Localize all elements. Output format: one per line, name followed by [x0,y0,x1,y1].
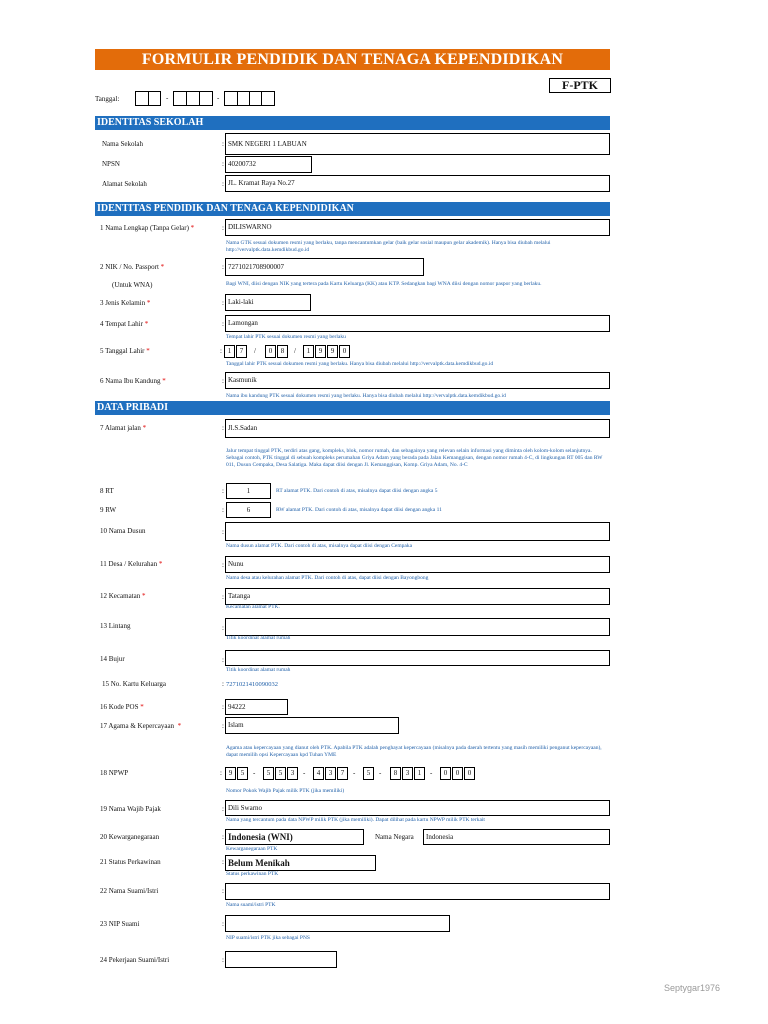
jenis-kelamin-label: 3 Jenis Kelamin * [100,299,151,307]
ibu-kandung-help: Nama ibu kandung PTK sesuai dokumen resmi yang berlaku. Hanya bisa diubah melalui http://vervalptk.data.kemdikbud.go.id [226,393,506,399]
date-digit: 0 [339,345,350,358]
agama-select[interactable]: Islam [225,717,399,734]
alamat-sekolah-field[interactable]: JL. Kramat Raya No.27 [225,175,610,192]
rw-label: 9 RW [100,506,117,514]
nama-dusun-field[interactable] [225,522,610,541]
npwp-digit: 0 [452,767,463,780]
wajib-pajak-field[interactable]: Dili Swarno [225,800,610,816]
npwp-field[interactable] [225,767,477,781]
colon: : [222,561,224,569]
npwp-digit: 5 [275,767,286,780]
date-digit: 1 [303,345,314,358]
form-code: F-PTK [549,78,611,93]
alamat-jalan-help: Jalur tempat tinggal PTK, terdiri atas gang, kompleks, blok, nomor rumah, dan sebagainya yang relevan selain informasi yang diminta oleh kolom-kolom selanjutnya. Sebagai contoh, PTK tinggal di sebuah kompleks perumahan Griya Adam yang berada pada Jalan Kemanggisan, dengan nomor rumah 4-C, di lingkungan RT 005 dan RW 011, Dusun Cempaka, Desa Salatiga. Maka dapat diisi dengan Jl. Kemanggisan, Komp. Griya Adam, No. 4-C [226,448,603,468]
npwp-digit: 4 [313,767,324,780]
nama-dusun-label: 10 Nama Dusun [100,527,146,535]
npwp-digit: 7 [337,767,348,780]
npwp-help: Nomor Pokok Wajib Pajak milik PTK (jika memiliki) [226,788,345,794]
rw-field[interactable]: 6 [226,502,271,518]
date-digit: 1 [224,345,235,358]
npwp-digit: 8 [390,767,401,780]
npwp-digit: 0 [440,767,451,780]
date-separator: / [254,347,256,355]
ibu-kandung-field[interactable]: Kasmunik [225,372,610,389]
nama-sekolah-field[interactable]: SMK NEGERI 1 LABUAN [225,133,610,155]
npwp-separator: - [253,769,256,777]
rt-field[interactable]: 1 [226,483,271,499]
colon: : [222,506,224,514]
nama-negara-label: Nama Negara [375,833,414,841]
kode-pos-field[interactable]: 94222 [225,699,288,715]
kartu-keluarga-label: 15 No. Kartu Keluarga [102,680,167,688]
rw-help: RW alamat PTK. Dari contoh di atas, misalnya dapat diisi dengan angka 11 [276,507,442,513]
kewarganegaraan-label: 20 Kewarganegaraan [100,833,160,841]
date-digit: 8 [277,345,288,358]
colon: : [222,593,224,601]
nama-suami-field[interactable] [225,883,610,900]
colon: : [222,805,224,813]
npwp-digit: 5 [263,767,274,780]
npwp-digit: 5 [363,767,374,780]
npwp-digit: 1 [414,767,425,780]
nik-label: 2 NIK / No. Passport * [100,263,165,271]
nama-negara-field[interactable]: Indonesia [423,829,610,845]
lintang-field[interactable] [225,618,610,636]
colon: : [222,920,224,928]
colon: : [222,140,224,148]
tanggal-day-field[interactable] [135,91,161,106]
required-mark: * [140,703,144,711]
required-mark: * [190,224,195,232]
colon: : [222,833,224,841]
required-mark: * [142,424,147,432]
colon: : [222,703,224,711]
colon: : [222,320,224,328]
section-identitas-sekolah: IDENTITAS SEKOLAH [95,116,610,130]
desa-help: Nama desa atau kelurahan alamat PTK. Dari contoh di atas, dapat diisi dengan Bayongbong [226,575,429,581]
colon: : [222,160,224,168]
alamat-jalan-field[interactable]: Jl.S.Sadan [225,419,610,438]
colon: : [222,487,224,495]
tanggal-year-field[interactable] [224,91,275,106]
kewarganegaraan-select[interactable]: Indonesia (WNI) [225,829,364,845]
pekerjaan-suami-label: 24 Pekerjaan Suami/Istri [100,956,170,964]
wna-label: (Untuk WNA) [112,281,153,289]
colon: : [222,299,224,307]
npwp-separator: - [379,769,382,777]
npwp-digit: 5 [237,767,248,780]
form-title: FORMULIR PENDIDIK DAN TENAGA KEPENDIDIKAN [95,49,610,70]
required-mark: * [158,560,163,568]
date-digit: 7 [236,345,247,358]
nama-lengkap-label: 1 Nama Lengkap (Tanpa Gelar) * [100,224,195,232]
desa-label: 11 Desa / Kelurahan * [100,560,163,568]
status-perkawinan-select[interactable]: Belum Menikah [225,855,376,871]
npwp-digit: 9 [225,767,236,780]
section-data-pribadi: DATA PRIBADI [95,401,610,415]
tanggal-label: Tanggal: [95,95,120,103]
desa-field[interactable]: Nunu [225,556,610,573]
required-mark: * [162,377,166,385]
colon: : [222,180,224,188]
nama-lengkap-help: Nama GTK sesuai dokumen resmi yang berlaku, tanpa mencantumkan gelar (baik gelar sosial maupun gelar akademik). Hanya bisa diubah melalui http://vervalptk.data.kemdikbud.go.id [226,240,551,253]
watermark: Septygar1976 [663,983,720,993]
alamat-jalan-label: 7 Alamat jalan * [100,424,147,432]
nik-field[interactable]: 7271021708900007 [225,258,424,276]
kode-pos-label: 16 Kode POS * [100,703,144,711]
tanggal-lahir-label: 5 Tanggal Lahir * [100,347,150,355]
nama-lengkap-field[interactable]: DILISWARNO [225,219,610,236]
tanggal-lahir-help: Tanggal lahir PTK sesuai dokumen resmi yang berlaku. Hanya bisa diubah melalui http://vervalptk.data.kemdikbud.go.id [226,361,494,367]
colon: : [222,528,224,536]
kecamatan-help: Kecamatan alamat PTK. [226,604,280,610]
required-mark: * [141,592,146,600]
tanggal-lahir-field[interactable] [224,345,354,359]
rt-help: RT alamat PTK. Dari contoh di atas, misalnya dapat diisi dengan angka 5 [276,488,438,494]
ibu-kandung-label: 6 Nama Ibu Kandung * [100,377,166,385]
bujur-field[interactable] [225,650,610,666]
jenis-kelamin-select[interactable]: Laki-laki [225,294,311,311]
nip-suami-field[interactable] [225,915,450,932]
date-separator: - [217,94,220,102]
kecamatan-label: 12 Kecamatan * [100,592,146,600]
nama-suami-help: Nama suami/istri PTK [226,902,276,908]
colon: : [222,224,224,232]
tempat-lahir-field[interactable]: Lamongan [225,315,610,332]
wajib-pajak-help: Nama yang tercantum pada data NPWP milik PTK (jika memiliki). Dapat dilihat pada kartu NPWP milik PTK terkait [226,817,485,823]
colon: : [222,858,224,866]
status-perkawinan-label: 21 Status Perkawinan [100,858,161,866]
colon: : [220,769,222,777]
npwp-label: 18 NPWP [100,769,129,777]
agama-label: 17 Agama & Kepercayaan * [100,722,182,730]
npwp-digit: 3 [402,767,413,780]
alamat-sekolah-label: Alamat Sekolah [102,180,147,188]
nik-help: Bagi WNI, diisi dengan NIK yang tertera pada Kartu Keluarga (KK) atau KTP. Sedangkan bagi WNA diisi dengan nomor paspor yang berlaku. [226,281,542,287]
required-mark: * [144,320,149,328]
colon: : [222,424,224,432]
kewarganegaraan-help: Kewarganegaraan PTK [226,846,278,852]
colon: : [222,263,224,271]
bujur-label: 14 Bujur [100,655,125,663]
nama-sekolah-label: Nama Sekolah [102,140,144,148]
bujur-help: Titik koordinat alamat rumah [226,667,291,673]
nip-suami-label: 23 NIP Suami [100,920,140,928]
section-identitas-ptk: IDENTITAS PENDIDIK DAN TENAGA KEPENDIDIKAN [95,202,610,216]
colon: : [222,722,224,730]
status-perkawinan-help: Status perkawinan PTK [226,871,279,877]
npwp-separator: - [303,769,306,777]
npwp-separator: - [353,769,356,777]
npwp-digit: 3 [287,767,298,780]
nama-dusun-help: Nama dusun alamat PTK. Dari contoh di atas, misalnya dapat diisi dengan Cempaka [226,543,413,549]
agama-help: Agama atau kepercayaan yang dianut oleh PTK. Apabila PTK adalah penghayat kepercayaan (misalnya pada daerah tertentu yang masih memiliki penganut kepercayaan), dapat memilih opsi Kepercayaan kpd Tuhan YME [226,745,602,758]
rt-label: 8 RT [100,487,114,495]
nama-suami-label: 22 Nama Suami/Istri [100,887,159,895]
colon: : [222,887,224,895]
npsn-field[interactable]: 40200732 [225,156,312,173]
required-mark: * [160,263,165,271]
colon: : [220,347,222,355]
tanggal-month-field[interactable] [173,91,213,106]
colon: : [222,656,224,664]
colon: : [222,377,224,385]
date-digit: 0 [265,345,276,358]
lintang-label: 13 Lintang [100,622,131,630]
wajib-pajak-label: 19 Nama Wajib Pajak [100,805,161,813]
required-mark: * [177,722,182,730]
tempat-lahir-label: 4 Tempat Lahir * [100,320,149,328]
date-digit: 9 [327,345,338,358]
colon: : [222,624,224,632]
npwp-digit: 0 [464,767,475,780]
pekerjaan-suami-field[interactable] [225,951,337,968]
colon: : [222,680,224,688]
nip-suami-help: NIP suami/istri PTK jika sebagai PNS [226,935,310,941]
npwp-separator: - [430,769,433,777]
date-digit: 9 [315,345,326,358]
lintang-help: Titik koordinat alamat rumah [226,635,291,641]
required-mark: * [146,347,150,355]
date-separator: - [166,94,169,102]
required-mark: * [146,299,151,307]
tempat-lahir-help: Tempat lahir PTK sesuai dokumen resmi yang berlaku [226,334,346,340]
npsn-label: NPSN [102,160,120,168]
npwp-digit: 3 [325,767,336,780]
colon: : [222,956,224,964]
date-separator: / [294,347,296,355]
kecamatan-field[interactable]: Tatanga [225,588,610,605]
kartu-keluarga-field[interactable]: 7271021410090032 [226,681,278,688]
